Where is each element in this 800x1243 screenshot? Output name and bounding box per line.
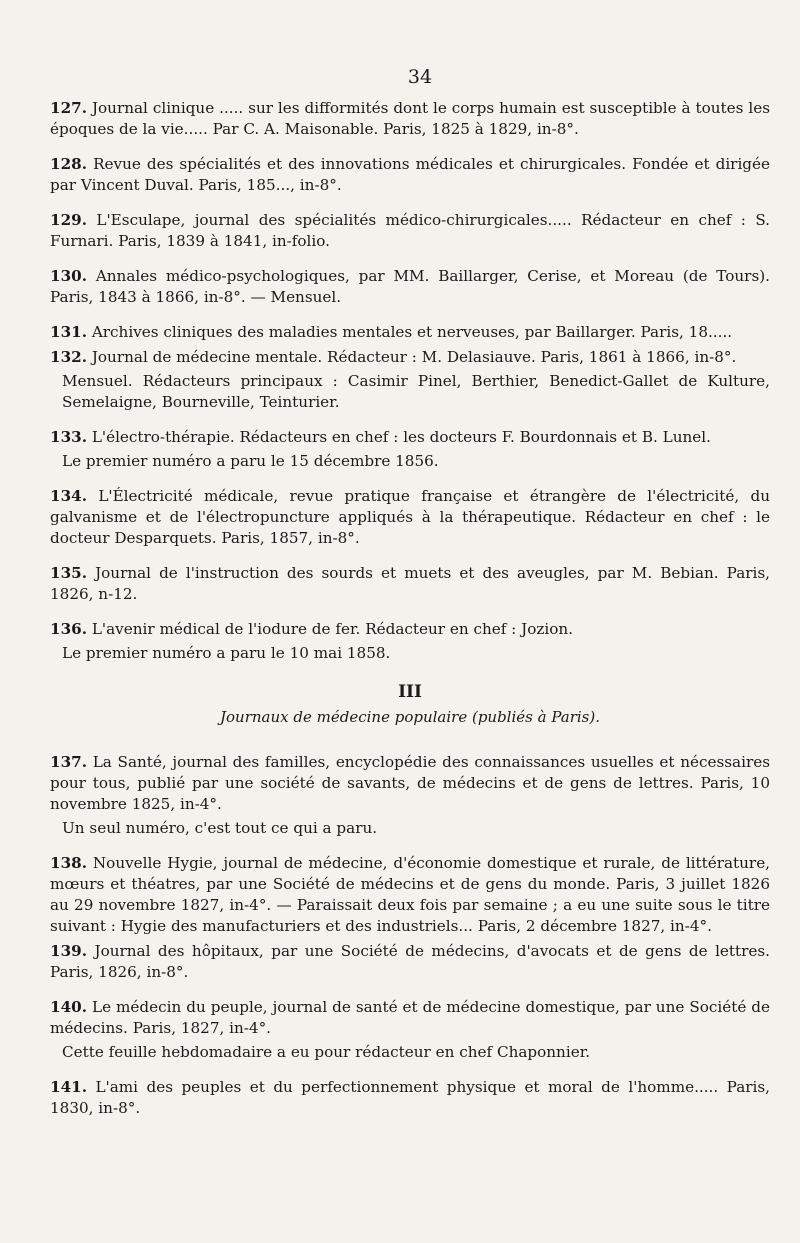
bibliography-entry-134 — [50, 486, 770, 549]
entry-list-b — [50, 752, 770, 1119]
bibliography-entry-138 — [50, 853, 770, 937]
entry-text: La Santé, journal des familles, encyclopédie des connaissances usuelles et nécessaires pour tous, publié par une société de savants, de médecins et de gens de lettres. Paris, 10 novembre 1825, in-4°. — [50, 753, 770, 813]
entry-number: 129. — [50, 211, 87, 229]
entry-text: Journal des hôpitaux, par une Société de médecins, d'avocats et de gens de lettres. Paris, 1826, in-8°. — [50, 942, 770, 981]
entry-number: 137. — [50, 753, 87, 771]
bibliography-entry-132 — [50, 347, 770, 413]
entry-number: 128. — [50, 155, 87, 173]
bibliography-entry-130 — [50, 266, 770, 308]
entry-text: Annales médico-psychologiques, par MM. Baillarger, Cerise, et Moreau (de Tours). Paris, 1843 à 1866, in-8°. — Mensuel. — [50, 267, 770, 306]
page-number: 34 — [407, 66, 433, 88]
entry-text: Journal de médecine mentale. Rédacteur : M. Delasiauve. Paris, 1861 à 1866, in-8°. — [91, 348, 737, 366]
entry-list-a — [50, 98, 770, 664]
entry-note: Le premier numéro a paru le 15 décembre 1856. — [62, 452, 439, 470]
entry-number: 127. — [50, 99, 87, 117]
bibliography-entry-140 — [50, 997, 770, 1063]
bibliography-entry-128 — [50, 154, 770, 196]
entry-number: 134. — [50, 487, 87, 505]
entry-number: 139. — [50, 942, 87, 960]
entry-number: 130. — [50, 267, 87, 285]
entry-text: L'Esculape, journal des spécialités médico-chirurgicales..... Rédacteur en chef : S. Furnari. Paris, 1839 à 1841, in-folio. — [50, 211, 771, 250]
entry-note: Un seul numéro, c'est tout ce qui a paru. — [62, 819, 378, 837]
entry-note: Mensuel. Rédacteurs principaux : Casimir Pinel, Berthier, Benedict-Gallet de Kulture, Semelaigne, Bourneville, Teinturier. — [62, 372, 770, 411]
entry-number: 141. — [50, 1078, 87, 1096]
entry-number: 131. — [50, 323, 87, 341]
entry-number: 135. — [50, 564, 87, 582]
bibliography-entry-135 — [50, 563, 770, 605]
entry-text: Revue des spécialités et des innovations médicales et chirurgicales. Fondée et dirigée par Vincent Duval. Paris, 185..., in-8°. — [50, 155, 771, 194]
entry-text: Journal clinique ..... sur les difformités dont le corps humain est susceptible à toutes les époques de la vie..... Par C. A. Maisonable. Paris, 1825 à 1829, in-8°. — [50, 99, 770, 138]
bibliography-entry-141 — [50, 1077, 770, 1119]
bibliography-entry-139 — [50, 941, 770, 983]
entry-text: Nouvelle Hygie, journal de médecine, d'économie domestique et rurale, de littérature, mœurs et théatres, par une Société de médecins et de gens du monde. Paris, 3 juillet 1826 au 29 novembre 1827, in-4°. — Paraissait deux fois par semaine ; a eu une suite sous le titre suivant : Hygie des manufacturiers et des industriels... Paris, 2 décembre 1827, in-4°. — [50, 854, 771, 935]
entry-text: Le médecin du peuple, journal de santé et de médecine domestique, par une Société de médecins. Paris, 1827, in-4°. — [50, 998, 771, 1037]
bibliography-entry-133 — [50, 427, 770, 472]
entry-text: L'électro-thérapie. Rédacteurs en chef : les docteurs F. Bourdonnais et B. Lunel. — [91, 428, 711, 446]
bibliography-entry-136 — [50, 619, 770, 664]
section-number: III — [398, 682, 422, 702]
entry-number: 133. — [50, 428, 87, 446]
entry-number: 132. — [50, 348, 87, 366]
bibliography-entry-137 — [50, 752, 770, 839]
entry-number: 140. — [50, 998, 87, 1016]
entry-text: Archives cliniques des maladies mentales et nerveuses, par Baillarger. Paris, 18..... — [91, 323, 733, 341]
entry-note: Cette feuille hebdomadaire a eu pour rédacteur en chef Chaponnier. — [62, 1043, 591, 1061]
entry-text: Journal de l'instruction des sourds et muets et des aveugles, par M. Bebian. Paris, 1826, n-12. — [50, 564, 771, 603]
bibliography-entry-131 — [50, 322, 770, 343]
section-title: Journaux de médecine populaire (publiés à Paris). — [220, 708, 600, 726]
entry-note: Le premier numéro a paru le 10 mai 1858. — [62, 644, 391, 662]
entry-text: L'avenir médical de l'iodure de fer. Rédacteur en chef : Jozion. — [91, 620, 573, 638]
entry-text: L'Électricité médicale, revue pratique française et étrangère de l'électricité, du galvanisme et de l'électropuncture appliqués à la thérapeutique. Rédacteur en chef : le docteur Desparquets. Paris, 1857, in-8°. — [50, 487, 770, 547]
entry-number: 138. — [50, 854, 87, 872]
entry-number: 136. — [50, 620, 87, 638]
entry-text: L'ami des peuples et du perfectionnement physique et moral de l'homme..... Paris, 1830, in-8°. — [50, 1078, 771, 1117]
bibliography-entry-129 — [50, 210, 770, 252]
bibliography-entry-127 — [50, 98, 770, 140]
